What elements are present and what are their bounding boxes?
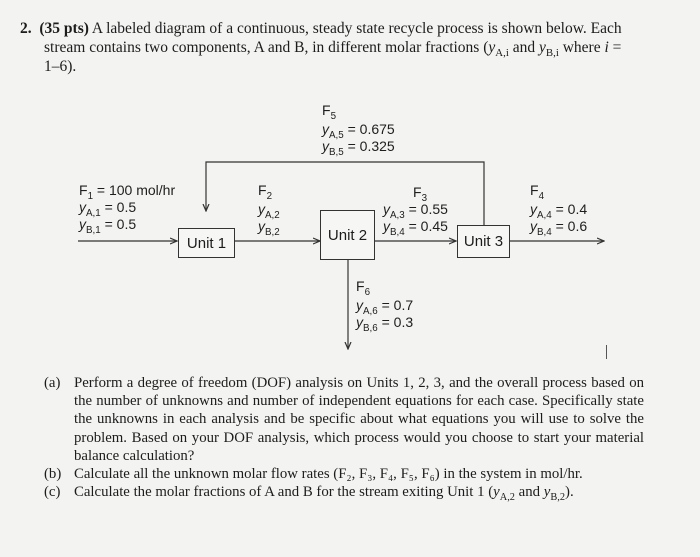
- f1-ya: y: [79, 199, 86, 215]
- f6-yb: y: [356, 314, 363, 330]
- f2-ya-sub: A,2: [265, 209, 280, 221]
- question-c-sub-yb: B,2: [550, 492, 566, 504]
- question-c-and: and: [514, 484, 544, 501]
- problem-points: (35 pts): [39, 20, 89, 37]
- unit-3-box: Unit 3: [457, 225, 510, 258]
- f4-yb: y: [530, 218, 537, 234]
- stream-f6-label: [356, 278, 414, 334]
- f4-yb-val: = 0.6: [551, 218, 588, 234]
- f2-sub: 2: [266, 190, 273, 202]
- f2-yb: y: [258, 218, 265, 234]
- problem-number: 2.: [20, 20, 32, 37]
- stream-f4-label: [530, 182, 588, 238]
- f5-sub: 5: [330, 110, 337, 122]
- intro-line-1: A labeled diagram of a continuous, steady state recycle process is shown below. Each: [88, 20, 622, 37]
- f1-yb: y: [79, 216, 86, 232]
- f1-yb-sub: B,1: [86, 224, 101, 236]
- f1-ya-val: = 0.5: [100, 199, 137, 215]
- question-a-label: (a): [44, 375, 61, 391]
- question-c-label: (c): [44, 484, 61, 501]
- stream-f1-label: [79, 182, 176, 236]
- f4-name: F: [530, 182, 539, 198]
- f6-ya: y: [356, 297, 363, 313]
- f1-name: F: [79, 182, 88, 198]
- f5-ya-val: = 0.675: [343, 121, 395, 137]
- f3-ya-val: = 0.55: [404, 201, 448, 217]
- f6-ya-val: = 0.7: [377, 297, 414, 313]
- f6-ya-sub: A,6: [363, 305, 378, 317]
- f2-ya: y: [258, 201, 265, 217]
- intro-sub-yb: B,i: [545, 47, 559, 60]
- intro-line-2: stream contains two components, A and B, in different molar fractions (: [44, 39, 489, 56]
- intro-sub-ya: A,i: [495, 47, 509, 60]
- stream-f5-label: [322, 102, 395, 158]
- question-b: [44, 465, 644, 483]
- question-a-text: Perform a degree of freedom (DOF) analysis on Units 1, 2, 3, and the overall process based on the number of unknowns and number of independent equations for each case. Specifically state the unknowns in each analysis and be specific about what equations you will use to solve the problem. Based on your DOF analysis, which process would you choose to start your material balance calculation?: [74, 375, 644, 464]
- f3-ya: y: [383, 201, 390, 217]
- intro-index: i: [604, 39, 609, 56]
- intro-var-ya: y: [488, 39, 496, 56]
- question-c-sub-ya: A,2: [499, 492, 515, 504]
- f6-yb-val: = 0.3: [377, 314, 414, 330]
- f1-ya-sub: A,1: [86, 207, 101, 219]
- f6-sub: 6: [364, 286, 371, 298]
- f4-ya-val: = 0.4: [551, 201, 588, 217]
- stray-mark: [606, 345, 607, 359]
- f5-yb-val: = 0.325: [343, 138, 395, 154]
- unit-2-box: Unit 2: [320, 210, 375, 260]
- f6-name: F: [356, 278, 365, 294]
- f3-yb-val: = 0.45: [404, 218, 448, 234]
- f1-yb-val: = 0.5: [100, 216, 137, 232]
- f1-sub: 1: [87, 190, 94, 202]
- f5-ya: y: [322, 121, 329, 137]
- f5-name: F: [322, 102, 331, 118]
- f2-name: F: [258, 182, 267, 198]
- question-c-var-yb: y: [543, 484, 551, 501]
- intro-eq: =: [608, 39, 622, 56]
- intro-var-yb: y: [538, 39, 546, 56]
- f5-yb: y: [322, 138, 329, 154]
- question-c-var-ya: y: [493, 484, 500, 501]
- f3-sub: 3: [421, 192, 428, 204]
- f4-ya: y: [530, 201, 537, 217]
- question-a: [44, 374, 644, 465]
- f4-ya-sub: A,4: [537, 209, 552, 221]
- f1-rate: = 100 mol/hr: [93, 182, 176, 198]
- intro-line-3: 1–6).: [44, 58, 77, 75]
- f4-sub: 4: [538, 190, 545, 202]
- intro-and: and: [508, 39, 539, 56]
- f5-yb-sub: B,5: [329, 146, 344, 158]
- f5-ya-sub: A,5: [329, 129, 344, 141]
- questions-list: [44, 374, 644, 504]
- f2-yb-sub: B,2: [265, 226, 280, 238]
- f4-yb-sub: B,4: [537, 226, 552, 238]
- stream-f2-label: [258, 182, 280, 238]
- question-b-text: Calculate all the unknown molar flow rates (F₂, F₃, F₄, F₅, F₆) in the system in mol/hr.: [74, 466, 583, 483]
- intro-where: where: [558, 39, 605, 56]
- question-c: [44, 483, 644, 504]
- f3-name: F: [413, 184, 422, 200]
- f3-ya-sub: A,3: [390, 209, 405, 221]
- question-b-label: (b): [44, 466, 62, 483]
- stream-f3-label: [383, 184, 448, 238]
- f3-yb: y: [383, 218, 390, 234]
- unit-1-box: Unit 1: [178, 228, 235, 258]
- question-c-text: Calculate the molar fractions of A and B for the stream exiting Unit 1 (: [74, 484, 494, 501]
- f3-yb-sub: B,4: [390, 226, 405, 238]
- question-c-text-end: ).: [565, 484, 574, 501]
- f6-yb-sub: B,6: [363, 322, 378, 334]
